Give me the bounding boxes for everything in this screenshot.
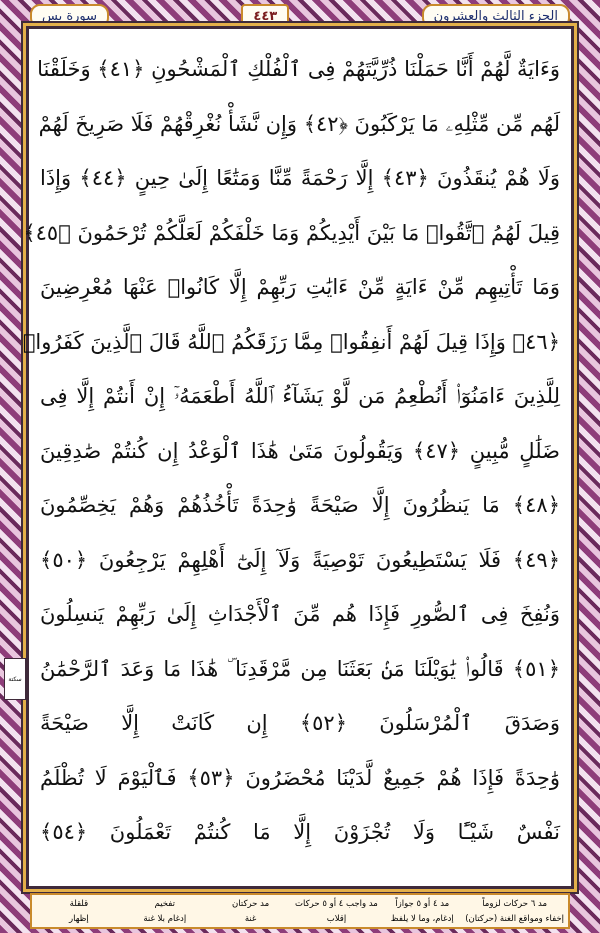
text-line: ﴿٤٩﴾ فَلَا يَسْتَطِيعُونَ تَوْصِيَةً وَلَآ إِلَىٰٓ أَهْلِهِمْ يَرْجِعُونَ ﴿٥٠﴾ (40, 547, 560, 572)
text-line: وَءَايَةٌ لَّهُمْ أَنَّا حَمَلْنَا ذُرِّيَّتَهُمْ فِى ٱلْفُلْكِ ٱلْمَشْحُونِ ﴿٤١﴾ وَخَلَقْنَا (37, 57, 560, 81)
legend-item: غنة (244, 913, 257, 924)
text-line: ﴿٤٦﴾ وَإِذَا قِيلَ لَهُمْ أَنفِقُوا۟ مِمَّا رَزَقَكُمُ ٱللَّهُ قَالَ ٱلَّذِينَ كَفَرُوا۟ (22, 329, 560, 354)
text-line: لِلَّذِينَ ءَامَنُوٓا۟ أَنُطْعِمُ مَن لَّوْ يَشَآءُ ٱللَّهُ أَطْعَمَهُۥٓ إِنْ أَنتُمْ إِلَّا فِى (40, 384, 560, 408)
legend-item: مد ٦ حركات لزوماً (482, 898, 547, 909)
margin-note: سكتة (4, 658, 26, 700)
text-line: وَصَدَقَ ٱلْمُرْسَلُونَ ﴿٥٢﴾ إِن كَانَتْ إِلَّا صَيْحَةً (40, 711, 561, 735)
text-line: ﴿٥١﴾ قَالُوا۟ يَٰوَيْلَنَا مَنۢ بَعَثَنَا مِن مَّرْقَدِنَا ۜ هَٰذَا مَا وَعَدَ ٱلرَّحْمَٰنُ (40, 656, 560, 681)
page-header (30, 4, 570, 28)
text-line: نَفْسٌ شَيْـًٔا وَلَا تُجْزَوْنَ إِلَّا مَا كُنتُمْ تَعْمَلُونَ ﴿٥٤﴾ (40, 820, 560, 844)
legend-item: مد ٤ أو ٥ جوازاً (395, 898, 450, 909)
tajweed-legend (30, 893, 570, 929)
legend-item: تفخيم (154, 898, 175, 909)
text-line: وَنُفِخَ فِى ٱلصُّورِ فَإِذَا هُم مِّنَ ٱلْأَجْدَاثِ إِلَىٰ رَبِّهِمْ يَنسِلُونَ (40, 602, 560, 626)
legend-item: إظهار (69, 913, 89, 924)
text-line: وَلَا هُمْ يُنقَذُونَ ﴿٤٣﴾ إِلَّا رَحْمَةً مِّنَّا وَمَتَٰعًا إِلَىٰ حِينٍ ﴿٤٤﴾ وَإِذَا (40, 166, 561, 190)
legend-item: إدغام بلا غنة (143, 913, 187, 924)
legend-item: إقلاب (326, 913, 347, 924)
text-line: لَهُم مِّن مِّثْلِهِۦ مَا يَرْكَبُونَ ﴿٤٢﴾ وَإِن نَّشَأْ نُغْرِقْهُمْ فَلَا صَرِيخَ لَهُمْ (38, 111, 560, 136)
legend-item: إخفاء ومواقع الغنة (حركتان) (465, 913, 564, 924)
text-line: ضَلَٰلٍ مُّبِينٍ ﴿٤٧﴾ وَيَقُولُونَ مَتَىٰ هَٰذَا ٱلْوَعْدُ إِن كُنتُمْ صَٰدِقِينَ (40, 438, 560, 463)
page-number: ٤٤٣ (241, 4, 289, 28)
juz-label: الجزء الثالث والعشرون (422, 4, 570, 28)
legend-item: مد حركتان (232, 898, 270, 909)
text-line: قِيلَ لَهُمُ ٱتَّقُوا۟ مَا بَيْنَ أَيْدِيكُمْ وَمَا خَلْفَكُمْ لَعَلَّكُمْ تُرْحَمُونَ ﴿٤٥﴾ (23, 220, 560, 245)
text-line: وَٰحِدَةً فَإِذَا هُمْ جَمِيعٌ لَّدَيْنَا مُحْضَرُونَ ﴿٥٣﴾ فَٱلْيَوْمَ لَا تُظْلَمُ (40, 765, 560, 790)
text-line: وَمَا تَأْتِيهِم مِّنْ ءَايَةٍ مِّنْ ءَايَٰتِ رَبِّهِمْ إِلَّا كَانُوا۟ عَنْهَا مُعْرِضِينَ (40, 275, 560, 299)
legend-item: مد واجب ٤ أو ٥ حركات (295, 898, 378, 909)
legend-item: إدغام، وما لا يلفظ (390, 913, 454, 924)
surah-name: سورة يس (30, 4, 109, 28)
text-line: ﴿٤٨﴾ مَا يَنظُرُونَ إِلَّا صَيْحَةً وَٰحِدَةً تَأْخُذُهُمْ وَهُمْ يَخِصِّمُونَ (40, 493, 560, 517)
quran-text (22, 42, 561, 874)
legend-item: قلقلة (69, 898, 89, 909)
